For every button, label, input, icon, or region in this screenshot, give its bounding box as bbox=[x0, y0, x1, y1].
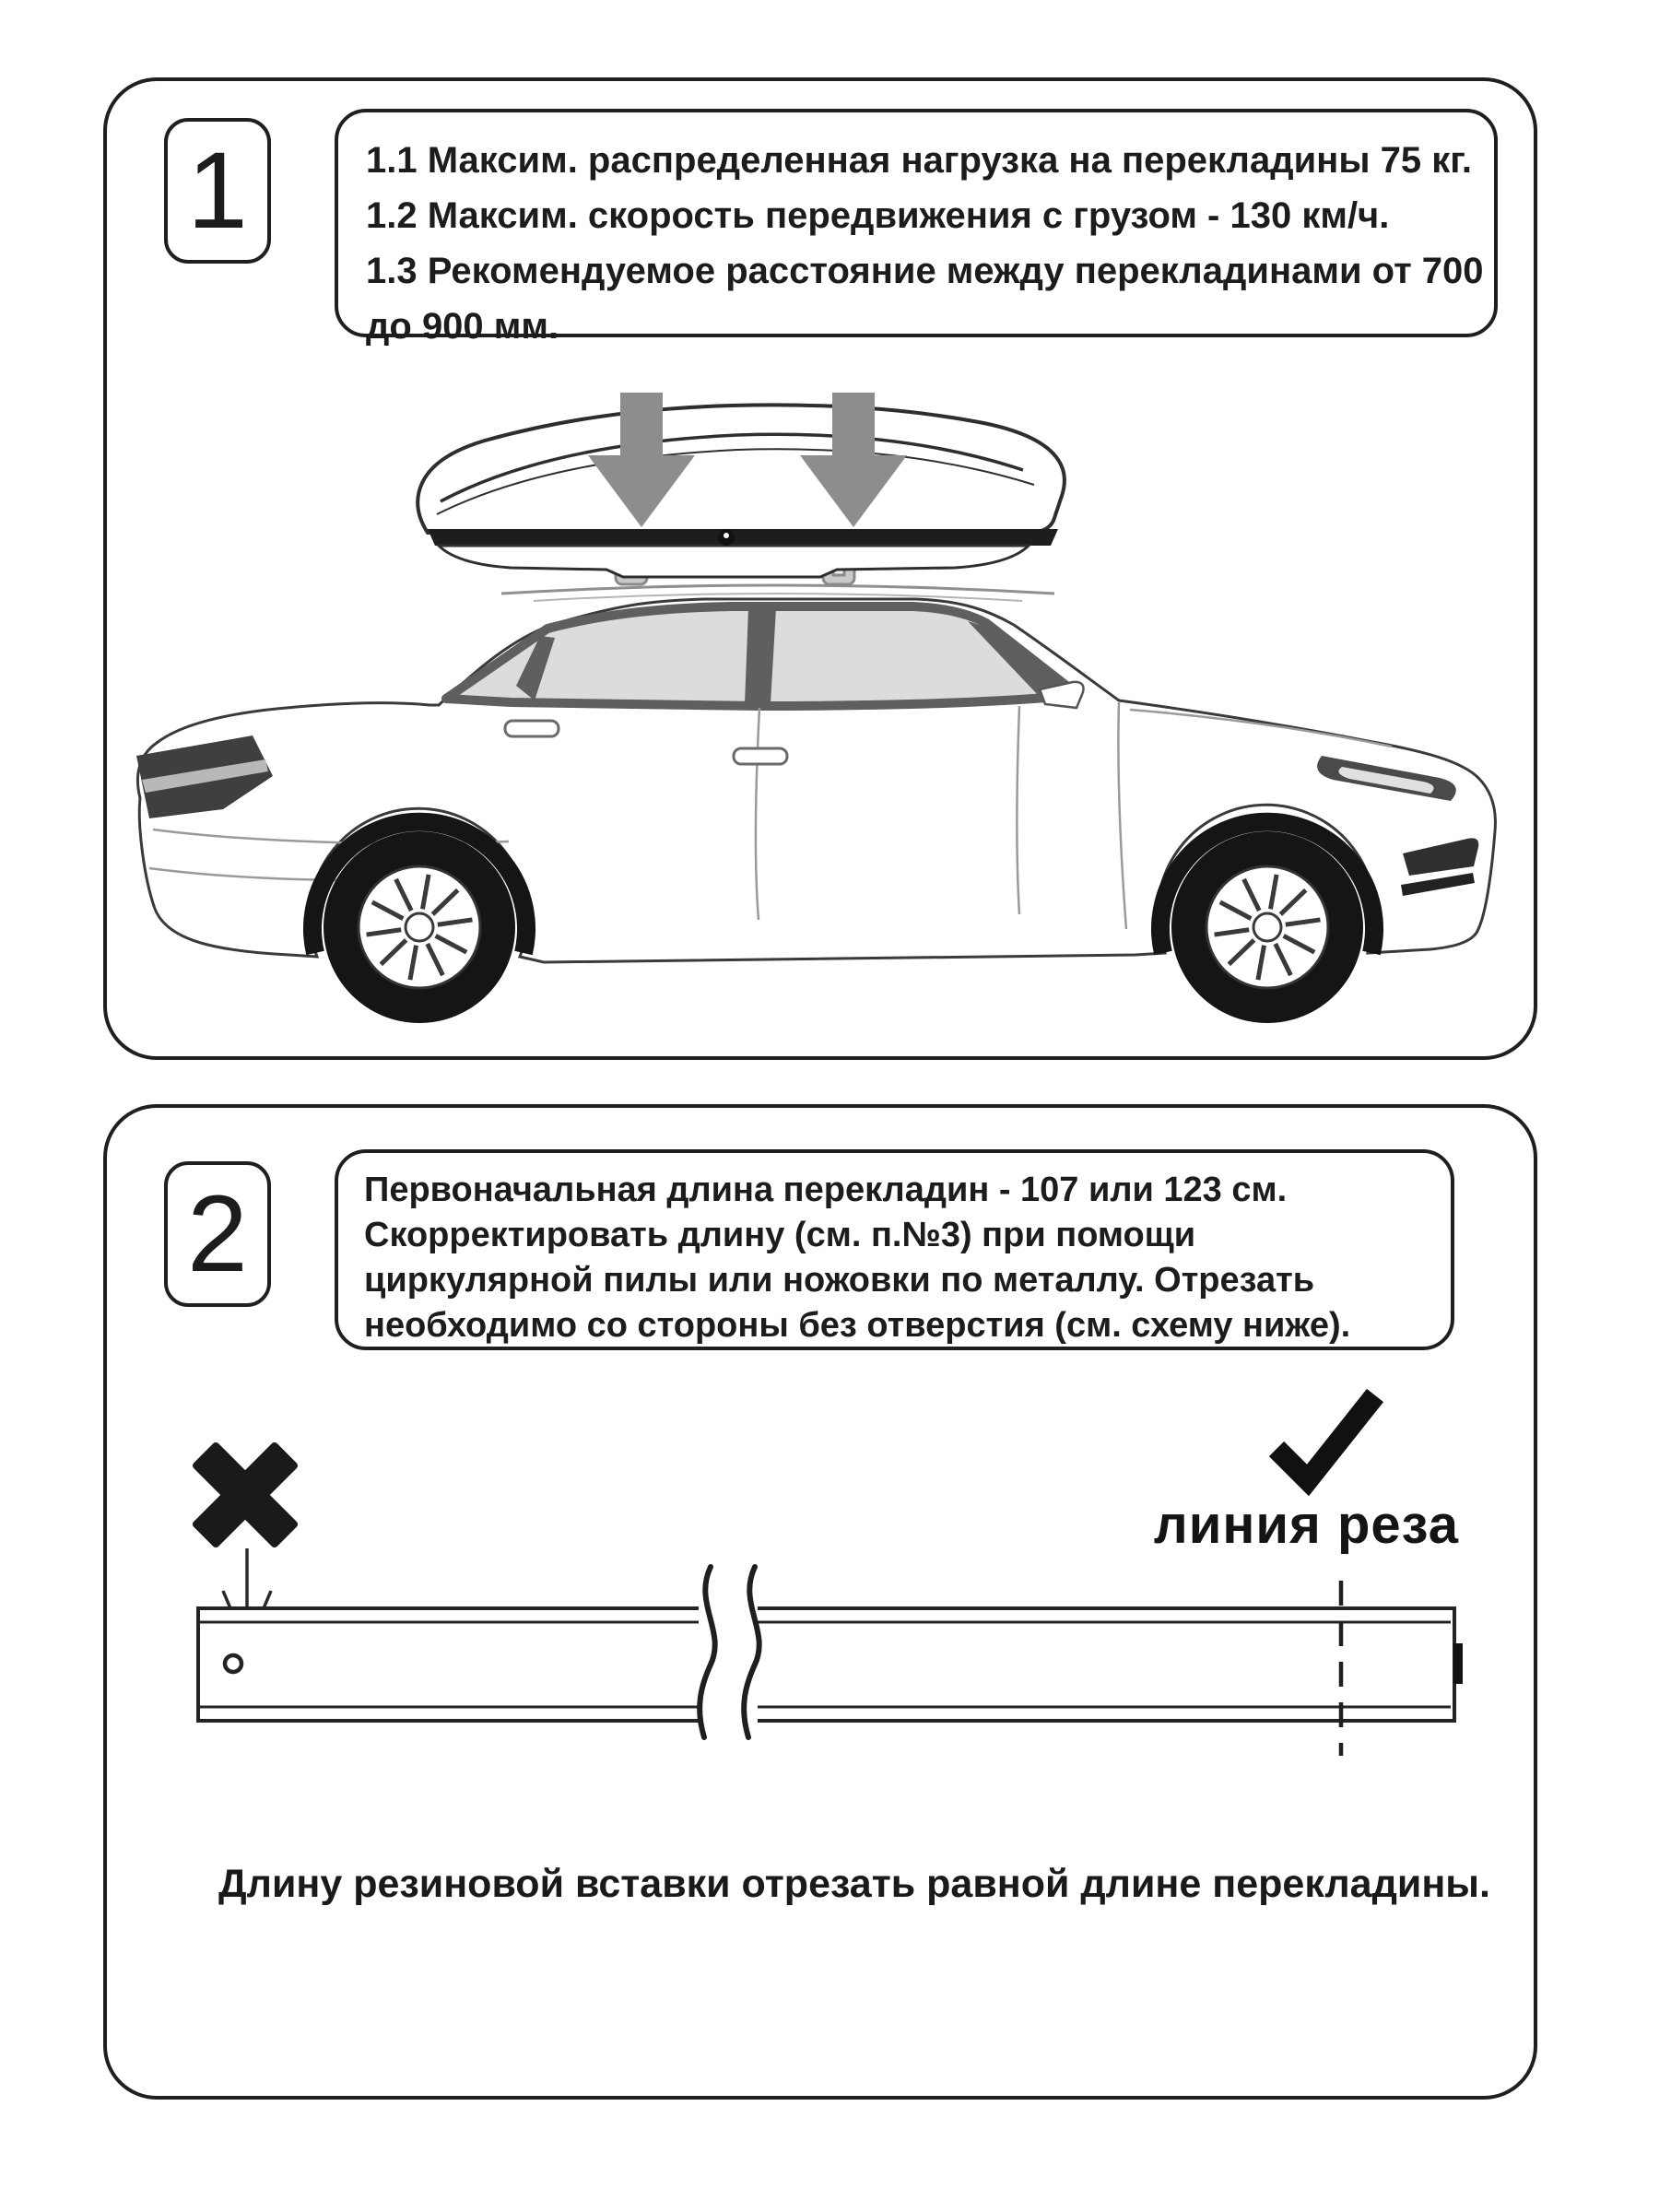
step-2-badge bbox=[164, 1161, 271, 1307]
rear-wheel bbox=[324, 831, 515, 1023]
note-line-max-speed: 1.2 Максим. скорость передвижения с грузом - 130 км/ч. bbox=[366, 195, 1390, 236]
car-roofbox-illustration bbox=[114, 393, 1526, 1041]
step-1-badge bbox=[164, 118, 271, 264]
crossbar-drawing bbox=[198, 1567, 1463, 1756]
rubber-insert-caption: Длину резиновой вставки отрезать равной длине перекладины. bbox=[218, 1862, 1490, 1906]
step-1-panel bbox=[103, 77, 1537, 1060]
front-wheel bbox=[1171, 831, 1363, 1023]
note-line-distance: 1.3 Рекомендуемое расстояние между перекладинами от 700 bbox=[366, 251, 1484, 291]
crossbar-outline bbox=[198, 1608, 1454, 1721]
roof-box-lock-pin bbox=[724, 533, 729, 538]
break-mask bbox=[699, 1604, 758, 1725]
wrong-side-cross-icon bbox=[161, 1411, 328, 1578]
note-line-saw: циркулярной пилы или ножовки по металлу. Отрезать bbox=[364, 1261, 1315, 1300]
crossbar-cut-diagram bbox=[107, 1353, 1526, 1814]
roof-rail bbox=[501, 585, 1054, 594]
note-line-side: необходимо со стороны без отверстия (см. схему ниже). bbox=[364, 1306, 1351, 1345]
door-handle-rear bbox=[505, 721, 559, 736]
roof-box-shell bbox=[418, 405, 1065, 533]
note-line-distance-2: до 900 мм. bbox=[366, 306, 559, 347]
check-icon bbox=[1277, 1395, 1375, 1480]
cut-line-label: линия реза bbox=[1153, 1495, 1459, 1555]
step-1-note-box bbox=[335, 109, 1498, 347]
note-line-adjust: Скорректировать длину (см. п.№3) при помощи bbox=[364, 1216, 1196, 1254]
roof-box-base-stripe bbox=[428, 529, 1058, 546]
note-line-max-load: 1.1 Максим. распределенная нагрузка на перекладины 75 кг. bbox=[366, 140, 1472, 181]
step-2-number: 2 bbox=[187, 1173, 248, 1295]
roof-box-lower-band bbox=[439, 546, 1029, 577]
roof-box bbox=[418, 405, 1065, 577]
door-handle-front bbox=[734, 748, 787, 764]
crossbar-end-tab bbox=[1453, 1643, 1463, 1684]
step-2-note-box bbox=[335, 1149, 1454, 1350]
note-line-length: Первоначальная длина перекладин - 107 или 123 см. bbox=[364, 1171, 1288, 1209]
step-2-panel bbox=[103, 1104, 1537, 2100]
step-1-number: 1 bbox=[187, 130, 248, 252]
crossbar-hole bbox=[225, 1655, 241, 1672]
